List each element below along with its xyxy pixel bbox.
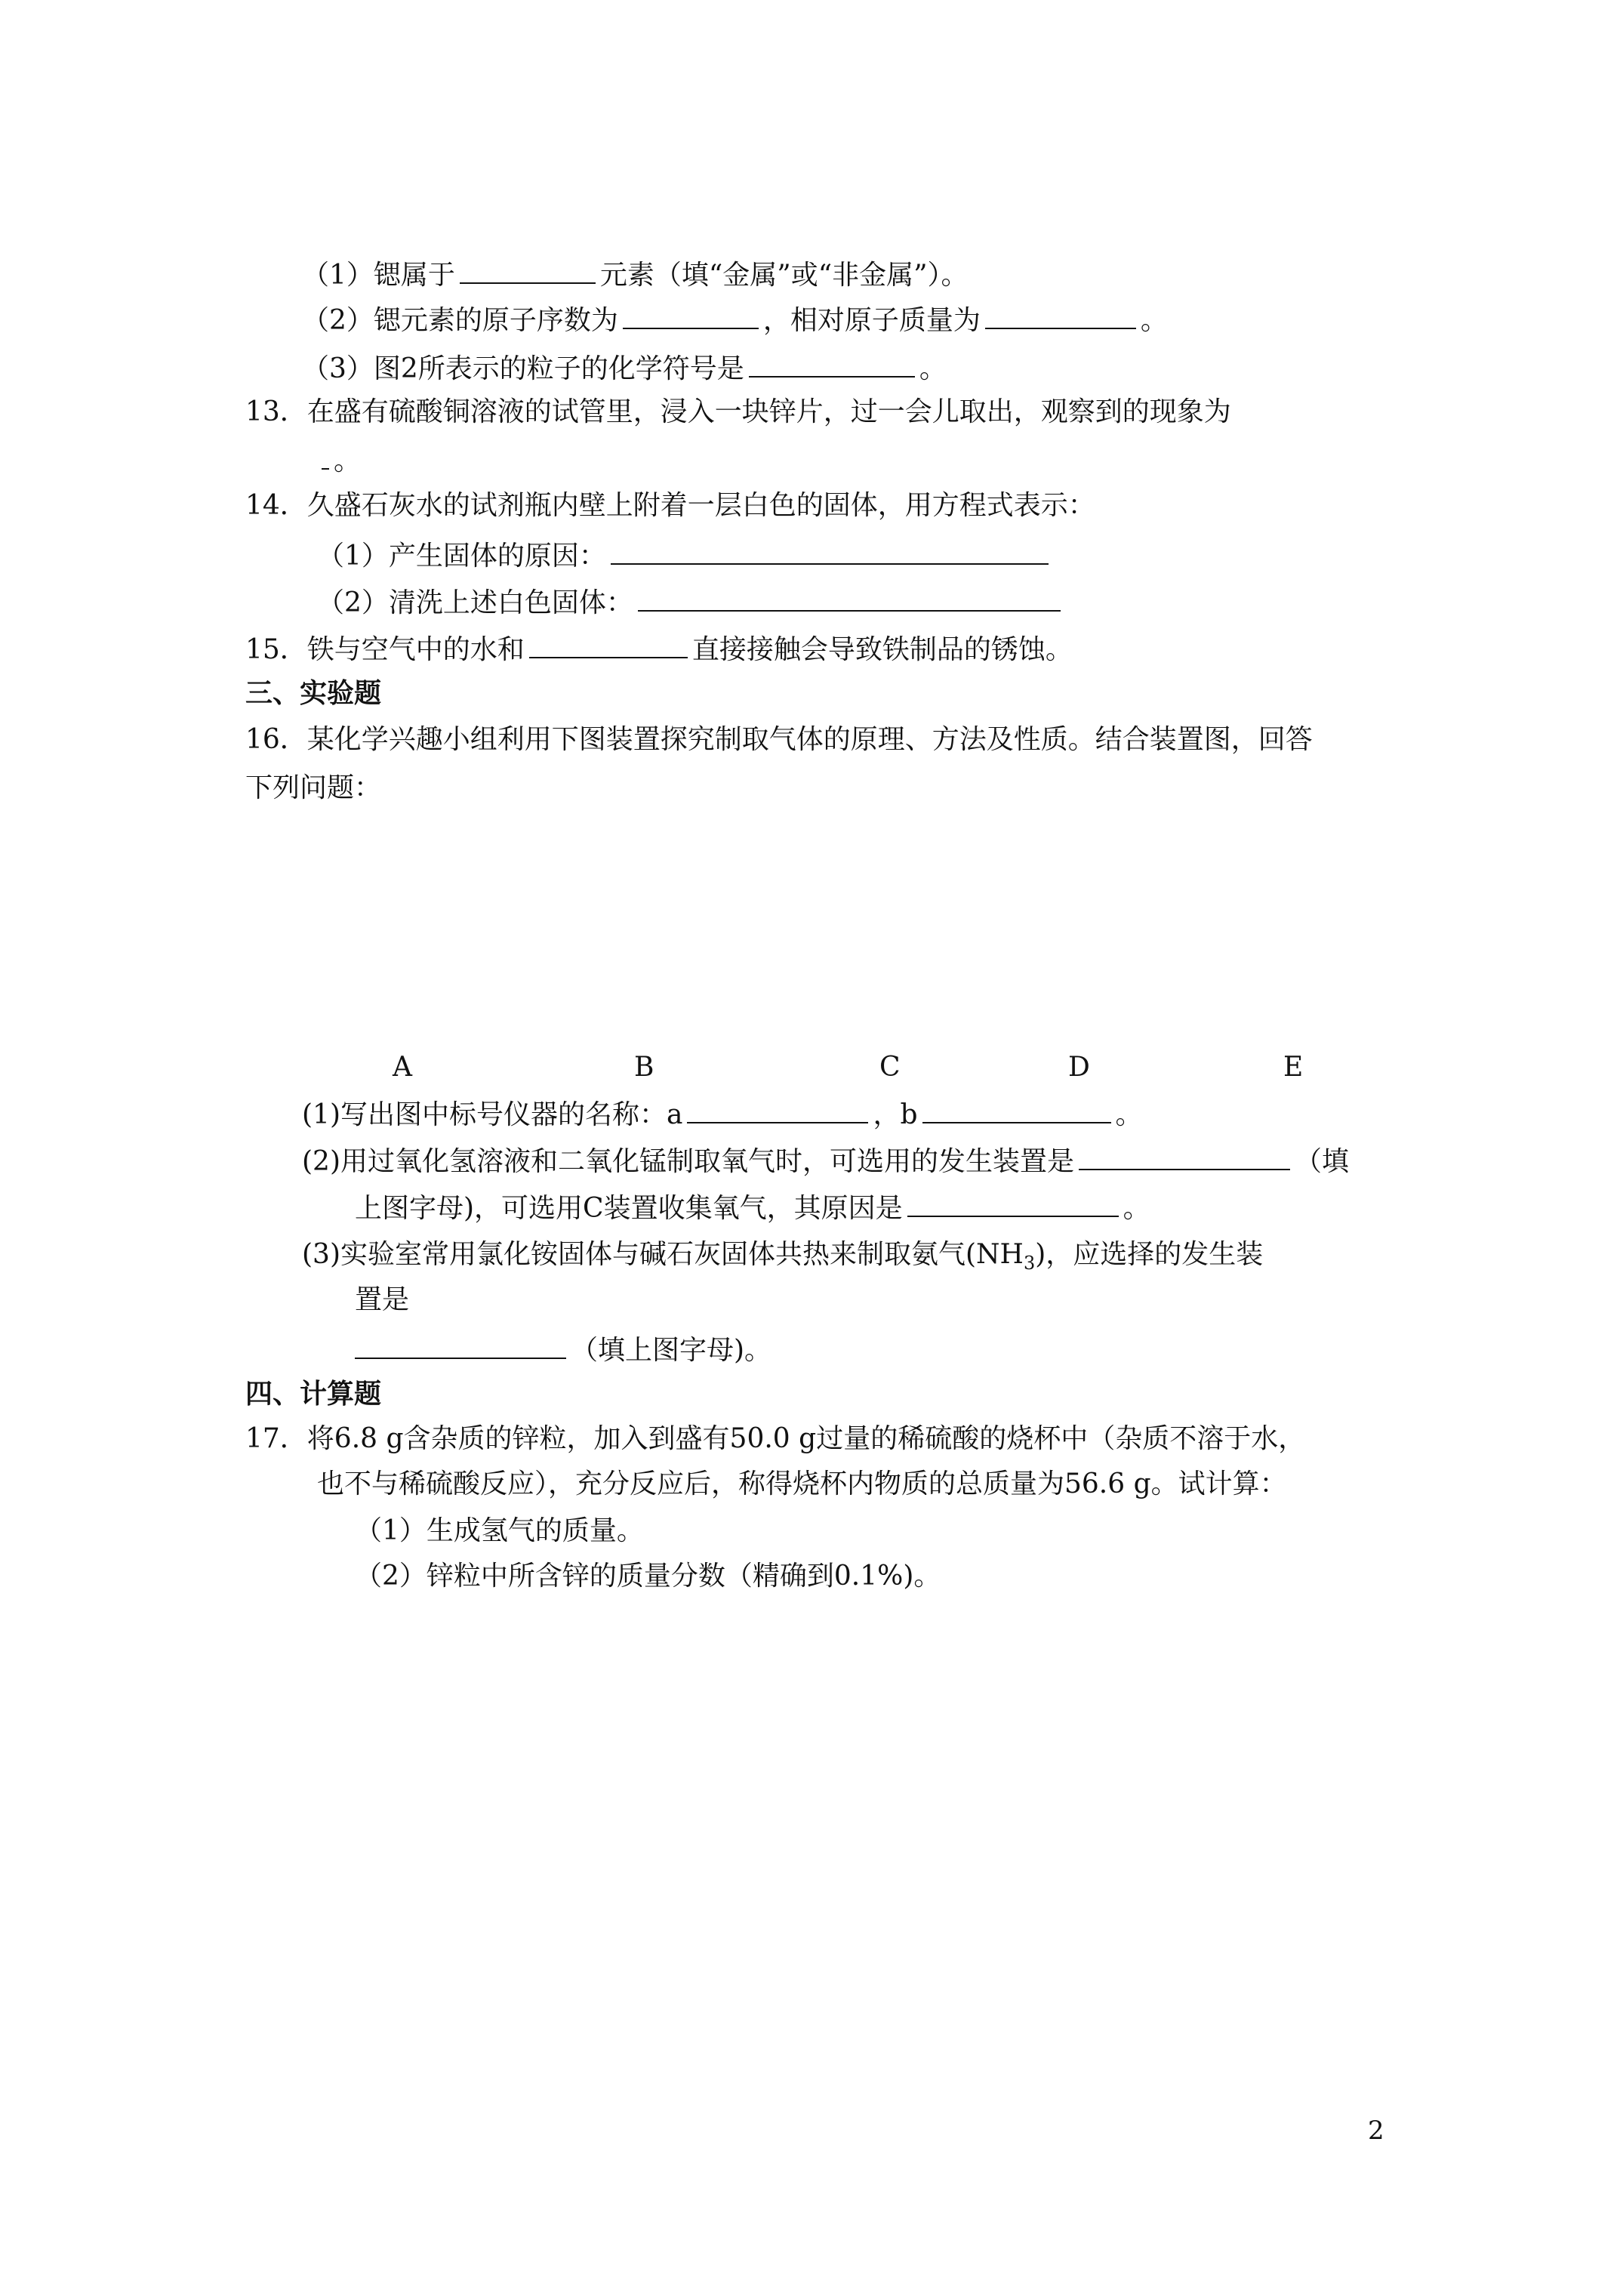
q14-stem: 14．久盛石灰水的试剂瓶内壁上附着一层白色的固体，用方程式表示：: [245, 490, 1095, 521]
q17-part1: （1）生成氢气的质量。: [355, 1515, 644, 1546]
page-number: 2: [1368, 2116, 1384, 2146]
q16-part3-line1: (3)实验室常用氯化铵固体与碱石灰固体共热来制取氨气$(NH_3)$，应选择的发生装: [302, 1239, 1264, 1274]
q17-stem-line1: 17．将6.8 g含杂质的锌粒，加入到盛有50.0 g过量的稀硫酸的烧杯中（杂质不溶于水，: [245, 1423, 1306, 1454]
answer-blank[interactable]: [922, 1095, 1111, 1123]
apparatus-label-a: A: [393, 1052, 412, 1083]
answer-blank[interactable]: [460, 255, 596, 284]
answer-blank[interactable]: [1079, 1142, 1290, 1170]
q13-stem: 13．在盛有硫酸铜溶液的试管里，浸入一块锌片，过一会儿取出，观察到的现象为: [245, 396, 1231, 427]
apparatus-label-b: B: [634, 1052, 654, 1083]
q12-part2: （2）锶元素的原子序数为 ，相对原子质量为 。: [302, 300, 1168, 339]
section-heading-experiment: 三、实验题: [245, 677, 382, 709]
q12-part3: （3）图2所表示的粒子的化学符号是 。: [302, 349, 947, 387]
apparatus-label-c: C: [879, 1052, 901, 1083]
q14-part1: （1）产生固体的原因：: [317, 536, 1053, 575]
q16-stem-line2: 下列问题：: [245, 772, 382, 803]
q16-part1: (1)写出图中标号仪器的名称：a ，b 。: [302, 1095, 1143, 1133]
q17-stem-line2: 也不与稀硫酸反应），充分反应后，称得烧杯内物质的总质量为56.6 g。试计算：: [317, 1469, 1287, 1499]
q16-part2-line2: 上图字母)，可选用C装置收集氧气，其原因是 。: [355, 1188, 1150, 1227]
answer-blank[interactable]: [623, 300, 759, 329]
answer-blank[interactable]: [611, 536, 1049, 565]
answer-blank[interactable]: [907, 1188, 1119, 1217]
q17-part2: （2）锌粒中所含锌的质量分数（精确到0.1%)。: [355, 1561, 941, 1592]
q12-part1: （1）锶属于 元素（填“金属”或“非金属”）。: [302, 255, 969, 294]
answer-blank[interactable]: [322, 441, 329, 470]
answer-blank[interactable]: [749, 349, 915, 378]
answer-blank[interactable]: [687, 1095, 868, 1123]
apparatus-label-d: D: [1068, 1052, 1090, 1083]
q14-part2: （2）清洗上述白色固体：: [317, 583, 1065, 621]
answer-blank[interactable]: [638, 583, 1061, 612]
answer-blank[interactable]: [355, 1330, 566, 1359]
apparatus-label-e: E: [1283, 1052, 1304, 1083]
q16-part3-line3: （填上图字母)。: [355, 1330, 771, 1369]
answer-blank[interactable]: [529, 630, 688, 658]
q13-answer-line: 。: [317, 441, 361, 479]
answer-blank[interactable]: [985, 300, 1136, 329]
q16-stem-line1: 16．某化学兴趣小组利用下图装置探究制取气体的原理、方法及性质。结合装置图，回答: [245, 724, 1313, 755]
q16-part2-line1: (2)用过氧化氢溶液和二氧化锰制取氧气时，可选用的发生装置是 （填: [302, 1142, 1349, 1180]
q16-part3-line2: 置是: [355, 1284, 410, 1315]
section-heading-calculation: 四、计算题: [245, 1378, 382, 1410]
q15-stem: 15．铁与空气中的水和 直接接触会导致铁制品的锈蚀。: [245, 630, 1073, 668]
